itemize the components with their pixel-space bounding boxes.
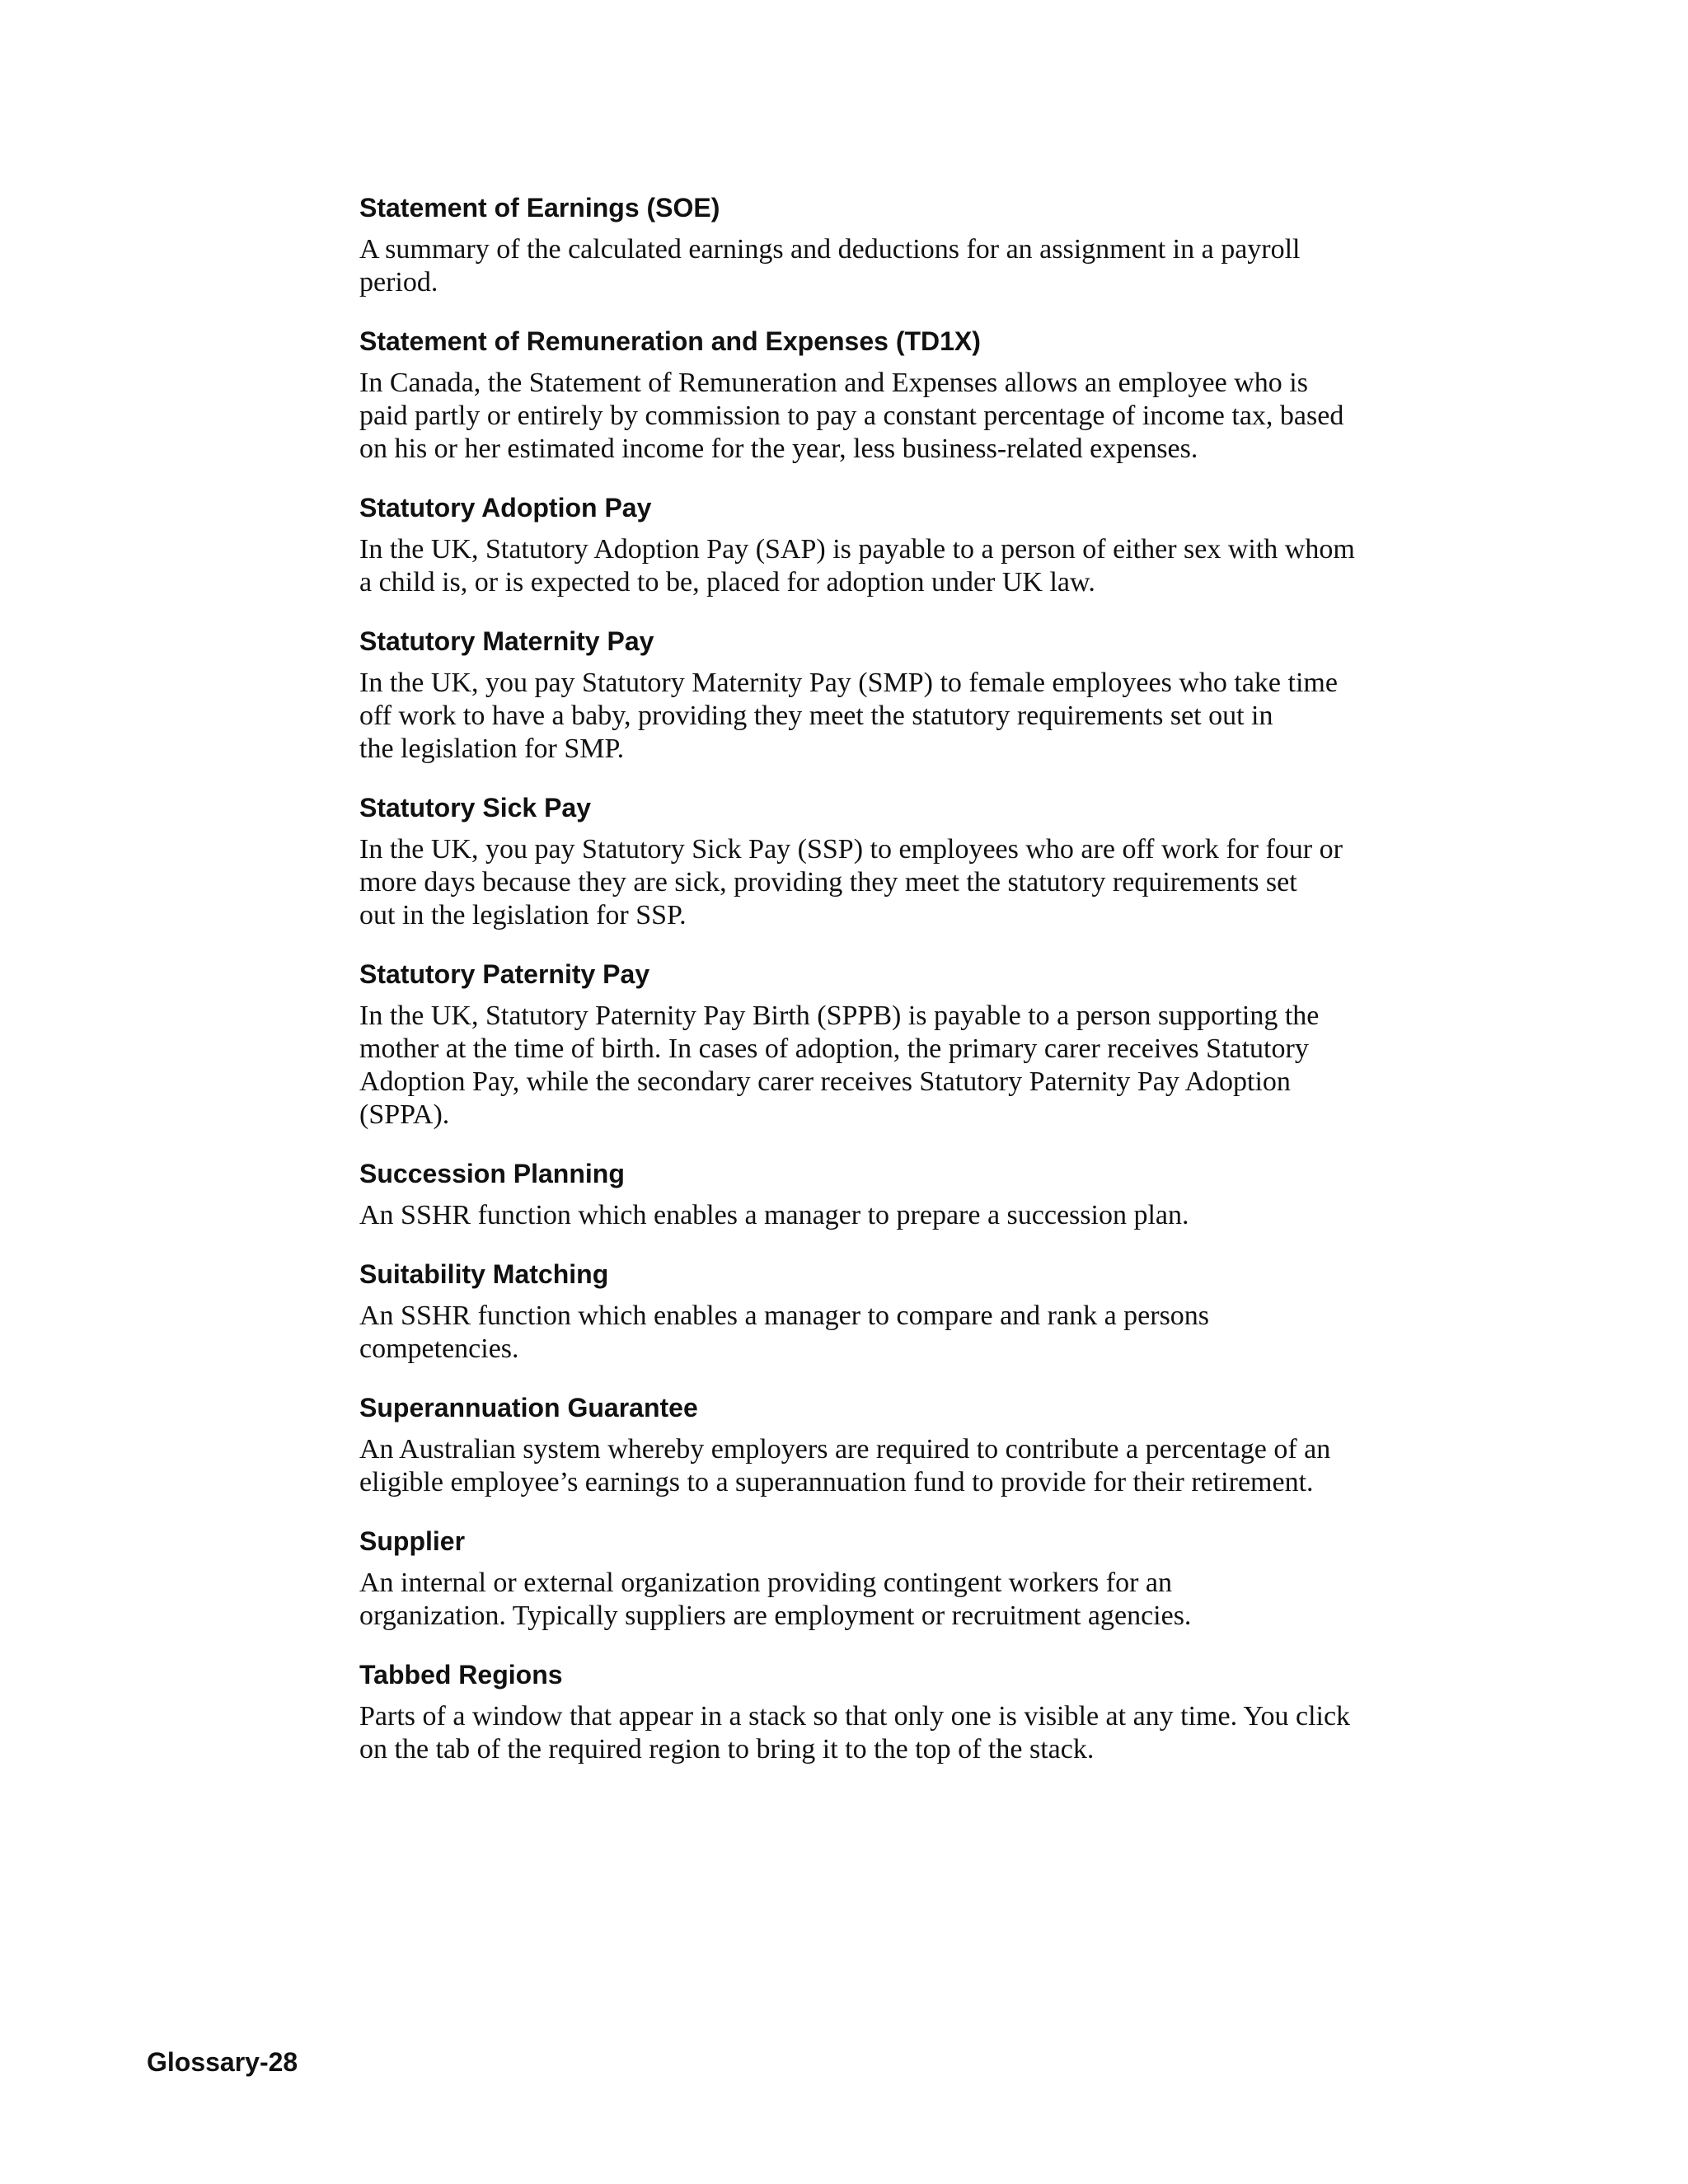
glossary-term: Statement of Remuneration and Expenses (TD1X) [359,326,981,356]
glossary-definition [359,833,1439,932]
definition-line: In the UK, Statutory Adoption Pay (SAP) is payable to a person of either sex with whom [359,534,1355,565]
glossary-content [359,191,1439,1792]
glossary-entry [359,625,1439,766]
definition-line: In the UK, Statutory Paternity Pay Birth (SPPB) is payable to a person supporting the [359,1001,1320,1031]
glossary-entry [359,1157,1439,1232]
glossary-definition [359,1700,1439,1766]
definition-line: An internal or external organization providing contingent workers for an [359,1568,1173,1598]
glossary-entry [359,958,1439,1132]
definition-line: In the UK, you pay Statutory Maternity Pay (SMP) to female employees who take time [359,668,1338,698]
glossary-definition [359,533,1439,599]
glossary-term: Statutory Adoption Pay [359,493,652,523]
glossary-term: Superannuation Guarantee [359,1393,698,1422]
glossary-entry [359,325,1439,466]
definition-line: on the tab of the required region to bring it to the top of the stack. [359,1734,1095,1765]
glossary-entry [359,491,1439,599]
definition-line: eligible employee’s earnings to a superannuation fund to provide for their retirement. [359,1467,1314,1497]
definition-line: In the UK, you pay Statutory Sick Pay (SSP) to employees who are off work for four or [359,834,1343,865]
definition-line: competencies. [359,1333,519,1364]
definition-line: In Canada, the Statement of Remuneration and Expenses allows an employee who is [359,368,1308,398]
definition-line: more days because they are sick, providing they meet the statutory requirements set [359,867,1297,898]
definition-line: the legislation for SMP. [359,733,625,764]
definition-line: off work to have a baby, providing they meet the statutory requirements set out in [359,701,1273,731]
definition-line: period. [359,267,438,298]
glossary-definition [359,233,1439,299]
glossary-entry [359,191,1439,299]
glossary-term: Statutory Paternity Pay [359,959,650,989]
glossary-definition [359,1567,1439,1633]
definition-line: out in the legislation for SSP. [359,900,687,930]
definition-line: organization. Typically suppliers are employment or recruitment agencies. [359,1601,1192,1631]
glossary-term: Statement of Earnings (SOE) [359,193,720,223]
definition-line: A summary of the calculated earnings and deductions for an assignment in a payroll [359,234,1301,265]
definition-line: Adoption Pay, while the secondary carer receives Statutory Paternity Pay Adoption [359,1066,1291,1097]
glossary-term: Statutory Maternity Pay [359,626,654,656]
glossary-definition [359,1000,1439,1132]
glossary-definition [359,1300,1439,1366]
glossary-entry [359,1658,1439,1766]
definition-line: a child is, or is expected to be, placed for adoption under UK law. [359,567,1095,598]
definition-line: An SSHR function which enables a manager to compare and rank a persons [359,1301,1210,1331]
glossary-entry [359,1391,1439,1499]
definition-line: (SPPA). [359,1099,450,1130]
glossary-definition [359,1433,1439,1499]
glossary-term: Tabbed Regions [359,1660,563,1690]
glossary-term: Suitability Matching [359,1259,609,1289]
definition-line: An SSHR function which enables a manager to prepare a succession plan. [359,1200,1189,1230]
glossary-definition [359,367,1439,466]
glossary-term: Succession Planning [359,1159,625,1188]
definition-line: Parts of a window that appear in a stack so that only one is visible at any time. You click [359,1701,1351,1732]
glossary-entry [359,1258,1439,1366]
glossary-definition [359,667,1439,766]
definition-line: paid partly or entirely by commission to pay a constant percentage of income tax, based [359,401,1344,431]
glossary-definition [359,1199,1439,1232]
definition-line: An Australian system whereby employers are required to contribute a percentage of an [359,1434,1331,1465]
definition-line: on his or her estimated income for the year, less business-related expenses. [359,434,1198,464]
page-number: Glossary-28 [147,2047,298,2077]
glossary-term: Statutory Sick Pay [359,793,591,823]
glossary-entry [359,1525,1439,1633]
glossary-term: Supplier [359,1526,466,1556]
glossary-entry [359,791,1439,932]
definition-line: mother at the time of birth. In cases of adoption, the primary carer receives Statutory [359,1033,1309,1064]
